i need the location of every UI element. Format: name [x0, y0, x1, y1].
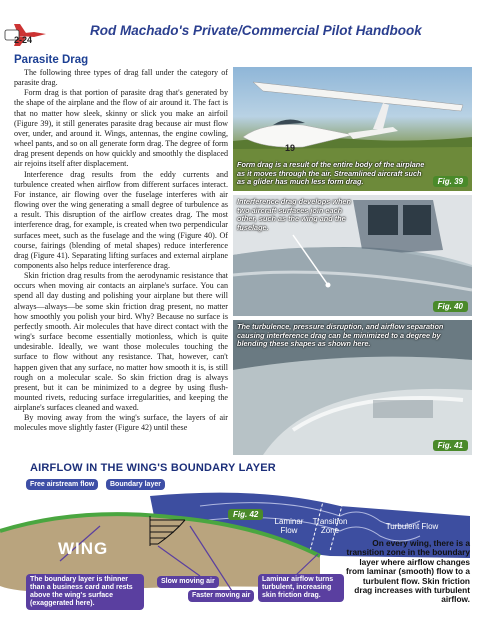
- thin-layer-note: The boundary layer is thinner than a business card and rests above the wing's surface (exaggerated here).: [26, 574, 144, 610]
- body-text: [14, 68, 228, 434]
- paragraph: Form drag is that portion of parasite drag that's generated by the shape of the airplane and the flow of air around it. The fact is that no matter how sleek, skinny or slick you make an airfoil (Figure 39), it still generates parasite drag because air must flow over, under, and around it. Wings, antennas, the engine cowling, wheel pants, and so on all generate form drag. The degree of form drag present depends on how quickly and smoothly the displaced air rejoins itself after displacement.: [14, 88, 228, 169]
- section-heading: Parasite Drag: [14, 54, 89, 66]
- paragraph: Skin friction drag results from the aerodynamic resistance that occurs when moving air contacts an airplane's surface. You can spend all day dusting and polishing your airplane but there will always—always—be some skin friction drag present, no matter how smoothly you polish your bird. Why? Because no surface is perfectly smooth. Air molecules that have direct contact with the wing's surface become essentially motionless, which is quite undesirable. Ideally, we want those molecules touching the surface to flow without any resistance. That, however, can't happen given that any surface, no matter how smooth it is, is still rough on a molecular scale. So skin friction drag is always present, but it can be minimized to a degree by using flush-mounted rivets, reducing surface irregularities, and keeping the airplane's surfaces cleaned and waxed.: [14, 271, 228, 413]
- wing-label: WING: [58, 539, 109, 558]
- page-number: 2-24: [14, 35, 33, 45]
- fig41-caption: The turbulence, pressure disruption, and airflow separation causing interference drag can be minimized to a degree by blending these shapes as shown here.: [237, 322, 444, 349]
- free-airstream-label: Free airstream flow: [26, 479, 98, 490]
- fast-air-label: Faster moving air: [188, 590, 254, 602]
- fig39-caption: Form drag is a result of the entire body of the airplane as it moves through the air. Streamlined aircraft such as a glider has much less form drag.: [237, 160, 425, 187]
- laminar-flow-label: Laminar Flow: [274, 517, 304, 535]
- slow-air-label: Slow moving air: [157, 576, 219, 588]
- glider-photo: [233, 67, 472, 191]
- turbulent-flow-label: Turbulent Flow: [385, 522, 439, 531]
- boundary-layer-label: Boundary layer: [106, 479, 165, 490]
- paragraph: Interference drag results from the eddy currents and turbulence created when airflow from different surfaces interact. For instance, air flowing over the fuselage interferes with air flowing over the wing generating a small degree of turbulence as a result. This disruption of the airflow creates drag. The most interference drag, for example, is created when two perpendicular surfaces meet, such as the fuselage and the wing (Figure 40). Of course, fairings (blending of metal shapes) reduce interference drag (Figure 41). Separating lifting surfaces and external airplane components also helps reduce interference drag.: [14, 169, 228, 270]
- wing-fuselage-photo: [233, 195, 472, 316]
- fairing-photo: [233, 320, 472, 455]
- fig40-caption: Interference drag develops when two aircraft surfaces join each other, such as the wing and the fuselage.: [237, 197, 351, 232]
- diagram-title: AIRFLOW IN THE WING'S BOUNDARY LAYER: [30, 462, 276, 474]
- paragraph: By moving away from the wing's surface, the layers of air molecules move slightly faster (Figure 42) until these: [14, 413, 228, 433]
- transition-zone-note: On every wing, there is a transition zone in the boundary layer where airflow changes from laminar (smooth) flow to a turbulent flow. Skin friction drag increases with turbulent airflow.: [346, 538, 470, 605]
- fig40-tag: Fig. 40: [433, 301, 468, 312]
- laminar-turns-note: Laminar airflow turns turbulent, increasing skin friction drag.: [258, 574, 344, 602]
- transition-zone-label: Transition Zone: [312, 517, 348, 535]
- book-title: Rod Machado's Private/Commercial Pilot Handbook: [90, 23, 422, 38]
- fig41-tag: Fig. 41: [433, 440, 468, 451]
- fig42-tag: Fig. 42: [228, 509, 263, 520]
- fig39-tag: Fig. 39: [433, 176, 468, 187]
- paragraph: The following three types of drag fall under the category of parasite drag.: [14, 68, 228, 88]
- glider-number: 19: [285, 143, 296, 153]
